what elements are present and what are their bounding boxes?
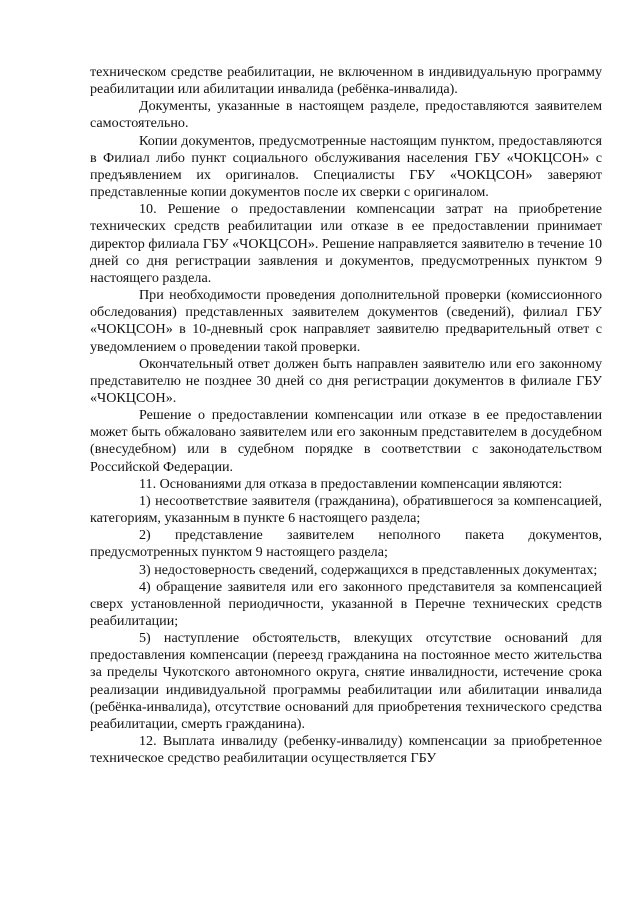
paragraph-p9: 1) несоответствие заявителя (гражданина), обратившегося за компенсацией, категориям, указанным в пункте 6 настоящего раздела; xyxy=(90,492,602,527)
paragraph-p12: 4) обращение заявителя или его законного представителя за компенсацией сверх установленной периодичности, указанной в Перечне технических средств реабилитации; xyxy=(90,578,602,629)
paragraph-p4: 10. Решение о предоставлении компенсации затрат на приобретение технических средств реабилитации или отказе в ее предоставлении принимает директор филиала ГБУ «ЧОКЦСОН». Решение направляется заявителю в течение 10 дней со дня регистрации заявления и документов, предусмотренных пунктом 9 настоящего раздела. xyxy=(90,201,602,286)
paragraph-p8: 11. Основаниями для отказа в предоставлении компенсации являются: xyxy=(139,475,563,492)
paragraph-p11: 3) недостоверность сведений, содержащихся в представленных документах; xyxy=(139,561,598,578)
paragraph-p7: Решение о предоставлении компенсации или отказе в ее предоставлении может быть обжаловано заявителем или его законным представителем в досудебном (внесудебном) или в судебном порядке в соответствии с законодательством Российской Федерации. xyxy=(90,407,602,475)
document-body xyxy=(90,64,602,767)
paragraph-p13: 5) наступление обстоятельств, влекущих отсутствие оснований для предоставления компенсации (переезд гражданина на постоянное место жительства за пределы Чукотского автономного округа, снятие инвалидности, истечение срока реализации индивидуальной программы реабилитации или абилитации инвалида (ребёнка-инвалида), отсутствие оснований для приобретения технического средства реабилитации, смерть гражданина). xyxy=(90,630,602,732)
paragraph-p6: Окончательный ответ должен быть направлен заявителю или его законному представителю не позднее 30 дней со дня регистрации документов в филиале ГБУ «ЧОКЦСОН». xyxy=(90,355,602,406)
paragraph-p5: При необходимости проведения дополнительной проверки (комиссионного обследования) представленных заявителем документов (сведений), филиал ГБУ «ЧОКЦСОН» в 10-дневный срок направляет заявителю предварительный ответ с уведомлением о проведении такой проверки. xyxy=(90,287,602,355)
paragraph-p10: 2) представление заявителем неполного пакета документов, предусмотренных пунктом 9 настоящего раздела; xyxy=(90,527,602,561)
paragraph-p1: техническом средстве реабилитации, не включенном в индивидуальную программу реабилитации или абилитации инвалида (ребёнка-инвалида). xyxy=(90,64,602,98)
paragraph-p2: Документы, указанные в настоящем разделе, предоставляются заявителем самостоятельно. xyxy=(90,98,602,132)
paragraph-p3: Копии документов, предусмотренные настоящим пунктом, предоставляются в Филиал либо пункт социального обслуживания населения ГБУ «ЧОКЦСОН» с предъявлением их оригиналов. Специалисты ГБУ «ЧОКЦСОН» заверяют представленные копии документов после их сверки с оригиналом. xyxy=(90,132,602,201)
paragraph-p14: 12. Выплата инвалиду (ребенку-инвалиду) компенсации за приобретенное техническое средство реабилитации осуществляется ГБУ xyxy=(90,733,602,767)
